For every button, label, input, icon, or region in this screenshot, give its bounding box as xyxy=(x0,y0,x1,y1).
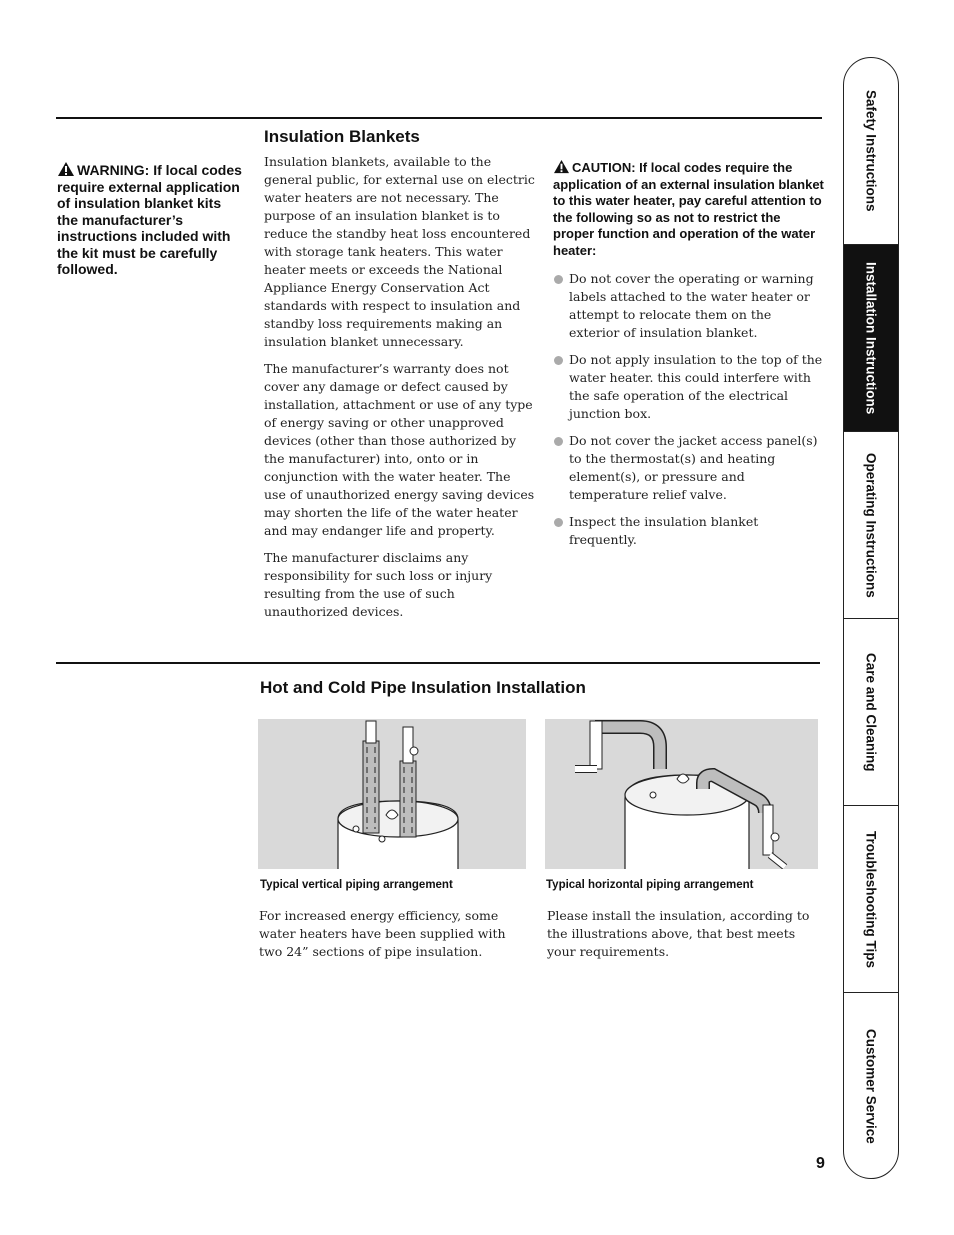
tab-label: Installation Instructions xyxy=(863,262,879,415)
top-rule xyxy=(56,117,822,119)
tab-safety-instructions[interactable] xyxy=(844,58,898,244)
tab-label: Care and Cleaning xyxy=(863,653,879,772)
warning-text: WARNING: If local codes require external application of insulation blanket kits the manufacturer’s instructions included with the kit must be carefully followed. xyxy=(57,162,242,277)
insulation-paragraph: Insulation blankets, available to the general public, for external use on electric water heaters are not necessary. The purpose of an insulation blanket is to reduce the standby heat loss encountered with storage tank heaters. This water heater meets or exceeds the National Appliance Energy Conservation Act standards with respect to insulation and standby loss requirements making an insulation blanket unnecessary. xyxy=(264,154,535,349)
horizontal-piping-text: Please install the insulation, according to the illustrations above, that best meets your requirements. xyxy=(547,908,810,959)
bullet-icon xyxy=(554,275,563,284)
bullet-text: Do not apply insulation to the top of the water heater. this could interfere with the safe operation of the electrical junction box. xyxy=(569,352,823,421)
bullet-text: Inspect the insulation blanket frequently. xyxy=(569,514,759,547)
insulation-paragraph: The manufacturer disclaims any responsibility for such loss or injury resulting from the use of such unauthorized devices. xyxy=(264,550,493,619)
page-number: 9 xyxy=(816,1155,825,1172)
list-item xyxy=(553,432,825,504)
insulation-body xyxy=(264,153,536,630)
vertical-piping-text: For increased energy efficiency, some water heaters have been supplied with two 24” sections of pipe insulation. xyxy=(259,908,506,959)
bullet-text: Do not cover the jacket access panel(s) to the thermostat(s) and heating element(s), or pressure and temperature relief valve. xyxy=(569,433,818,502)
bullet-icon xyxy=(554,518,563,527)
warning-icon xyxy=(57,161,75,177)
bullet-text: Do not cover the operating or warning labels attached to the water heater or attempt to relocate them on the exterior of insulation blanket. xyxy=(569,271,814,340)
tab-installation-instructions[interactable] xyxy=(844,244,898,432)
figure-caption: Typical vertical piping arrangement xyxy=(260,879,453,891)
insulation-paragraph: The manufacturer’s warranty does not cover any damage or defect caused by installation, attachment or use of any type of energy saving or other unapproved devices (other than those authorized by the manufacturer) into, onto or in conjunction with the water heater. The use of unauthorized energy saving devices may shorten the life of the water heater and may endanger life and property. xyxy=(264,361,535,538)
tab-customer-service[interactable] xyxy=(844,992,898,1179)
list-item xyxy=(553,351,825,423)
tab-care-and-cleaning[interactable] xyxy=(844,618,898,806)
tab-label: Safety Instructions xyxy=(863,90,879,212)
caution-icon xyxy=(553,159,570,174)
pipe-heading: Hot and Cold Pipe Insulation Installation xyxy=(260,678,586,697)
vertical-piping-illustration xyxy=(258,719,526,869)
tab-label: Customer Service xyxy=(863,1028,879,1144)
section-tabs xyxy=(843,57,899,1179)
caution-list xyxy=(553,270,825,558)
section-divider xyxy=(56,662,820,664)
tab-operating-instructions[interactable] xyxy=(844,431,898,619)
tab-label: Operating Instructions xyxy=(863,453,879,598)
horizontal-piping-drawing xyxy=(545,719,818,869)
list-item xyxy=(553,270,825,342)
tab-label: Troubleshooting Tips xyxy=(863,831,879,968)
caution-block xyxy=(553,159,825,259)
horizontal-piping-illustration xyxy=(545,719,818,869)
warning-block xyxy=(57,161,242,278)
caution-text: CAUTION: If local codes require the application of an external insulation blanket to this water heater, pay careful attention to the following so as not to restrict the proper function and operation of the water heater: xyxy=(553,160,824,258)
tab-troubleshooting-tips[interactable] xyxy=(844,805,898,993)
bullet-icon xyxy=(554,356,563,365)
vertical-piping-drawing xyxy=(258,719,526,869)
insulation-heading: Insulation Blankets xyxy=(264,127,420,146)
figure-caption: Typical horizontal piping arrangement xyxy=(546,879,754,891)
list-item xyxy=(553,513,825,549)
bullet-icon xyxy=(554,437,563,446)
